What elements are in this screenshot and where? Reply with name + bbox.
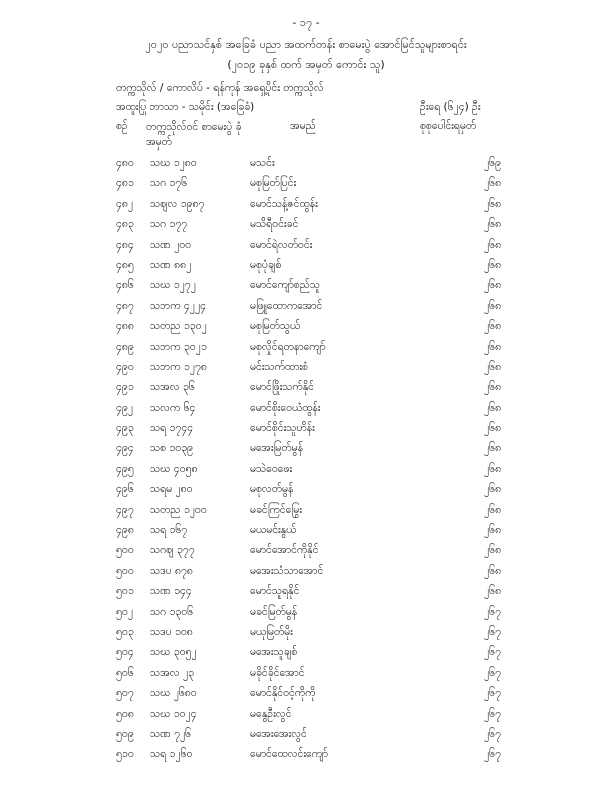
total-marks: ၂၆၈ [484, 503, 502, 516]
table-row [0, 524, 612, 544]
table-row [0, 687, 612, 707]
student-name: မောင်ဖြိုးသက်နိုင် [250, 381, 314, 394]
total-marks: ၂၆၇ [484, 605, 501, 618]
student-name: မောင်စိုင်းသူဟိန်း [250, 422, 315, 435]
table-row [0, 279, 612, 299]
document-subtitle: (၂၀၁၉ ခုနှစ် ထက် အမှတ် ကောင်း သူ) [227, 58, 385, 71]
row-number: ၅၀၂ [116, 605, 133, 618]
student-name: မောင်ရဲလတ်ဝင်း [250, 238, 313, 251]
student-name: မအေးမြတ်မွန် [250, 442, 304, 455]
row-number: ၄၉၃ [116, 422, 134, 435]
table-row [0, 239, 612, 259]
table-row [0, 177, 612, 197]
column-header-roll: တက္ကသိုလ်ဝင် စာမေးပွဲ ခုံအမှတ် [146, 121, 242, 148]
row-number: ၄၉၁ [116, 381, 134, 394]
roll-number: သအလ ၂၃ [150, 666, 195, 679]
student-name: မအေးသံသာအောင် [250, 564, 324, 577]
row-number: ၄၉၇ [116, 503, 134, 516]
row-number: ၄၈၉ [116, 340, 134, 353]
table-row [0, 606, 612, 626]
row-number: ၅၀၆ [116, 666, 134, 679]
row-number: ၅၁၀ [116, 748, 134, 761]
roll-number: သတည ၁၃၀၂ [150, 320, 207, 333]
table-row [0, 157, 612, 177]
row-number: ၄၈၂ [116, 197, 134, 210]
table-row [0, 300, 612, 320]
roll-number: သဃ ၁၂၈၀ [150, 157, 197, 169]
table-row [0, 626, 612, 646]
roll-number: သစ ၁၀၃၉ [150, 442, 194, 455]
row-number: ၄၉၈ [116, 524, 134, 537]
student-name: မင်းသက်ထားစံ [250, 360, 308, 373]
table-row [0, 544, 612, 564]
student-name: မသဲဝေဖေး [250, 462, 293, 475]
student-count: ဦးရေ (၆၂၄) ဦး [420, 101, 481, 113]
student-name: မဖြူထောဂာအောင် [250, 299, 323, 312]
student-name: မစုမြတ်ပြင်း [250, 177, 297, 190]
total-marks: ၂၆၈ [484, 401, 502, 414]
total-marks: ၂၆၇ [484, 625, 501, 638]
row-number: ၄၈၁ [116, 177, 134, 190]
table-row [0, 646, 612, 666]
student-name: မခိုင်ခိုင်အောင် [250, 666, 305, 679]
row-number: ၅၀၁ [116, 585, 134, 598]
roll-number: သဃ ၄၀၅၈ [150, 462, 198, 475]
total-marks: ၂၆၈ [484, 320, 502, 333]
table-row [0, 442, 612, 462]
total-marks: ၂၆၇ [484, 707, 501, 720]
column-header-name: အမည် [290, 120, 316, 132]
roll-number: သရ ၁၇၄၄ [150, 422, 194, 435]
student-name: မစုပုံချစ် [250, 258, 282, 271]
table-row [0, 381, 612, 401]
page-number: - ၁၇ - [292, 16, 320, 29]
row-number: ၄၈၄ [116, 238, 134, 251]
row-number: ၄၈၆ [116, 279, 134, 292]
student-name: မောင်သူရနိုင် [250, 585, 300, 598]
student-name: မအေးသူချစ် [250, 646, 298, 659]
roll-number: သအလ ၃၆ [150, 381, 195, 394]
student-name: မောင်သန့်ဇင်ထွန်း [250, 197, 318, 210]
student-name: မောင်အောင်ကိုနိုင် [250, 544, 319, 557]
table-row [0, 483, 612, 503]
table-row [0, 341, 612, 361]
roll-number: သဂဈ ၃၇၇ [150, 544, 195, 557]
total-marks: ၂၆၈ [484, 238, 502, 251]
table-row [0, 463, 612, 483]
total-marks: ၂၆၉ [484, 157, 501, 169]
total-marks: ၂၆၈ [484, 197, 502, 210]
roll-number: သဂ ၁၇၆ [150, 177, 188, 190]
total-marks: ၂၆၈ [484, 422, 502, 435]
row-number: ၄၉၂ [116, 401, 133, 414]
total-marks: ၂၆၇ [484, 687, 501, 700]
table-row [0, 667, 612, 687]
student-name: မောင်နိုင်ဝင့်ကိုကို [250, 687, 316, 700]
row-number: ၅၀၄ [116, 646, 134, 659]
row-number: ၄၈၃ [116, 218, 134, 231]
row-number: ၄၈၈ [116, 320, 134, 333]
roll-number: သဃ ၃၀၅၂ [150, 646, 197, 659]
row-number: ၅၀၀ [116, 544, 134, 557]
total-marks: ၂၆၈ [484, 258, 502, 271]
roll-number: သဏ ၁၄၄ [150, 585, 192, 598]
row-number: ၅၀၃ [116, 625, 134, 638]
row-number: ၄၉၀ [116, 360, 134, 373]
row-number: ၄၈၅ [116, 258, 134, 271]
student-name: မစုမြတ်သွယ် [250, 320, 301, 333]
roll-number: သဏ ၂၀၀ [150, 238, 192, 251]
table-row [0, 708, 612, 728]
roll-number: သဃ ၁၂၇၂ [150, 279, 196, 292]
student-name: မောင်ထေလင်းကျော် [250, 748, 328, 761]
roll-number: သဃ ၁၀၂၄ [150, 707, 197, 720]
total-marks: ၂၆၈ [484, 442, 502, 455]
table-row [0, 320, 612, 340]
subject-header: အထူးပြု ဘာသာ - သမိုင်း (အ‌ခြေခံ) [116, 101, 255, 113]
roll-number: သဒပ ၁၀၈ [150, 625, 193, 638]
student-name: မခင်မြတ်မွန် [250, 605, 298, 618]
row-number: ၄၉၆ [116, 483, 134, 496]
table-row [0, 585, 612, 605]
roll-number: သဘက ၄၂၂၄ [150, 299, 207, 312]
total-marks: ၂၆၇ [484, 727, 501, 740]
total-marks: ၂၆၈ [484, 279, 502, 292]
total-marks: ၂၆၈ [484, 381, 502, 394]
table-row [0, 728, 612, 748]
roll-number: သတည ၁၂၀၀ [150, 503, 207, 516]
column-header-marks: စုစုပေါင်းရမှတ် [420, 120, 477, 132]
student-name: မသင်း [250, 157, 275, 169]
table-row [0, 361, 612, 381]
total-marks: ၂၆၇ [484, 666, 501, 679]
total-marks: ၂၆၇ [484, 748, 501, 761]
document-title: ၂၀၂၀ ပညာသင်နှစ် အခြေခံ ပညာ အထက်တန်း စာမေးပွဲ အောင်မြင်သူများစာရင်း [145, 38, 467, 51]
total-marks: ၂၆၈ [484, 544, 502, 557]
student-name: မခင်ကြင်မြွေး [250, 503, 302, 516]
roll-number: သဘက ၃၀၂၁ [150, 340, 207, 353]
student-name: မသိရီဝင်းခင် [250, 218, 299, 231]
row-number: ၅၀၈ [116, 707, 134, 720]
total-marks: ၂၆၈ [484, 585, 502, 598]
student-name: မယမင်းနွယ် [250, 524, 297, 537]
total-marks: ၂၆၈ [484, 299, 502, 312]
total-marks: ၂၆၇ [484, 646, 501, 659]
student-name: မစုလတ်မွန် [250, 483, 294, 496]
table-row [0, 565, 612, 585]
row-number: ၅၀၉ [116, 727, 134, 740]
row-number: ၄၈၇ [116, 299, 134, 312]
total-marks: ၂၆၈ [484, 218, 502, 231]
table-row [0, 422, 612, 442]
row-number: ၄၉၅ [116, 462, 134, 475]
roll-number: သရ ၁၂၆၀ [150, 748, 193, 761]
table-row [0, 259, 612, 279]
roll-number: သဂ ၁၇၇ [150, 218, 188, 231]
roll-number: သဏ ၈၈၂ [150, 258, 192, 271]
roll-number: သဃ ၂၆၈၀ [150, 687, 197, 700]
roll-number: သရ ၁၆၇ [150, 524, 188, 537]
row-number: ၄၉၄ [116, 442, 134, 455]
student-name: မောင်ကျော်စည်သူ [250, 279, 321, 292]
student-name: မအေးအေးလွင် [250, 727, 307, 740]
roll-number: သရမ ၂၈၀ [150, 483, 193, 496]
roll-number: သလက ၆၄ [150, 401, 196, 414]
total-marks: ၂၆၈ [484, 483, 502, 496]
row-number: ၄၈၀ [116, 157, 134, 169]
student-name: မယုမြတ်မိုး [250, 625, 293, 638]
roll-number: သဒပ ၈၇၈ [150, 564, 193, 577]
student-name: မောင်စိုးဝေယံထွန်း [250, 401, 321, 414]
row-number: ၅၀၇ [116, 687, 134, 700]
roll-number: သဏ ၇၂၆ [150, 727, 192, 740]
table-row [0, 402, 612, 422]
total-marks: ၂၆၈ [484, 524, 502, 537]
roll-number: သဂ ၁၃၀၆ [150, 605, 194, 618]
university-header: တက္ကသိုလ် / ကောလိပ် - ရန်ကုန် အရှေ့ပိုင်း တက္ကသိုလ် [116, 82, 324, 94]
student-name: မနွေဦးလွင် [250, 707, 292, 720]
student-name: မစုလှိုင်ရတနာကျော် [250, 340, 326, 353]
total-marks: ၂၆၈ [484, 564, 502, 577]
total-marks: ၂၆၈ [484, 177, 502, 190]
table-row [0, 748, 612, 768]
total-marks: ၂၆၈ [484, 340, 502, 353]
total-marks: ၂၆၈ [484, 360, 502, 373]
row-number: ၅၀၀ [116, 564, 134, 577]
column-header-no: စဉ် [116, 120, 128, 132]
results-table [0, 157, 612, 769]
table-row [0, 218, 612, 238]
table-row [0, 198, 612, 218]
total-marks: ၂၆၈ [484, 462, 502, 475]
table-row [0, 504, 612, 524]
roll-number: သဘက ၁၂၇၈ [150, 360, 207, 373]
roll-number: သဈလ ၁၉၈၇ [150, 197, 205, 210]
